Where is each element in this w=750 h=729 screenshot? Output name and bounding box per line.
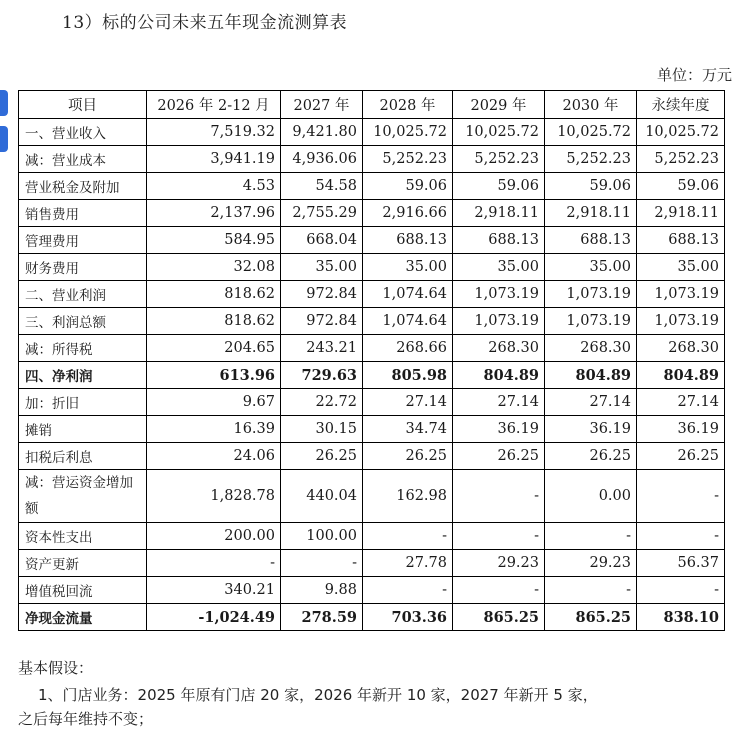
table-cell: 59.06	[363, 173, 453, 200]
table-cell: 27.14	[637, 389, 725, 416]
table-row	[19, 604, 725, 631]
table-cell: 22.72	[281, 389, 363, 416]
table-cell: 9.67	[147, 389, 281, 416]
row-label: 减：所得税	[19, 335, 147, 362]
row-label: 一、营业收入	[19, 119, 147, 146]
table-cell: 703.36	[363, 604, 453, 631]
table-cell: 27.14	[363, 389, 453, 416]
table-row	[19, 470, 725, 523]
table-cell: 204.65	[147, 335, 281, 362]
table-cell: -	[545, 523, 637, 550]
table-cell: 35.00	[281, 254, 363, 281]
table-cell: 278.59	[281, 604, 363, 631]
table-cell: 5,252.23	[637, 146, 725, 173]
table-cell: 2,918.11	[453, 200, 545, 227]
table-row	[19, 416, 725, 443]
table-cell: 59.06	[453, 173, 545, 200]
assumption-line-2: 之后每年维持不变；	[18, 710, 154, 728]
row-label: 减：营运资金增加额	[19, 470, 147, 523]
column-header: 2026 年 2-12 月	[147, 91, 281, 119]
table-cell: 804.89	[453, 362, 545, 389]
table-row	[19, 119, 725, 146]
table-row	[19, 389, 725, 416]
table-cell: 1,073.19	[453, 281, 545, 308]
table-cell: 1,073.19	[545, 308, 637, 335]
table-row	[19, 281, 725, 308]
row-label: 净现金流量	[19, 604, 147, 631]
row-label: 四、净利润	[19, 362, 147, 389]
table-cell: 10,025.72	[545, 119, 637, 146]
table-row	[19, 227, 725, 254]
side-tab-marker[interactable]	[0, 126, 8, 152]
table-cell: 35.00	[453, 254, 545, 281]
column-header: 2028 年	[363, 91, 453, 119]
table-cell: 688.13	[363, 227, 453, 254]
table-cell: 340.21	[147, 577, 281, 604]
table-cell: 268.30	[637, 335, 725, 362]
table-cell: 29.23	[545, 550, 637, 577]
table-cell: 59.06	[545, 173, 637, 200]
table-cell: 5,252.23	[545, 146, 637, 173]
table-cell: 268.30	[545, 335, 637, 362]
table-cell: 16.39	[147, 416, 281, 443]
table-cell: 818.62	[147, 281, 281, 308]
unit-label: 单位：万元	[656, 66, 732, 84]
table-cell: 36.19	[453, 416, 545, 443]
row-label: 管理费用	[19, 227, 147, 254]
table-row	[19, 254, 725, 281]
table-cell: 838.10	[637, 604, 725, 631]
cashflow-table	[18, 90, 725, 631]
table-cell: 56.37	[637, 550, 725, 577]
table-cell: 36.19	[637, 416, 725, 443]
table-cell: 1,073.19	[637, 281, 725, 308]
table-cell: 1,073.19	[545, 281, 637, 308]
table-cell: 1,828.78	[147, 470, 281, 523]
table-cell: 7,519.32	[147, 119, 281, 146]
table-cell: 1,073.19	[453, 308, 545, 335]
table-cell: 3,941.19	[147, 146, 281, 173]
table-cell: 804.89	[637, 362, 725, 389]
table-cell: 243.21	[281, 335, 363, 362]
table-cell: 200.00	[147, 523, 281, 550]
table-cell: 972.84	[281, 281, 363, 308]
table-cell: 26.25	[363, 443, 453, 470]
table-cell: 729.63	[281, 362, 363, 389]
assumption-line-1: 1、门店业务：2025 年原有门店 20 家，2026 年新开 10 家，2027 年新开 5 家，	[38, 686, 598, 704]
row-label: 加：折旧	[19, 389, 147, 416]
row-label: 减：营业成本	[19, 146, 147, 173]
row-label: 扣税后利息	[19, 443, 147, 470]
table-cell: -	[637, 577, 725, 604]
table-cell: 613.96	[147, 362, 281, 389]
table-cell: 32.08	[147, 254, 281, 281]
table-cell: 688.13	[637, 227, 725, 254]
table-row	[19, 577, 725, 604]
table-cell: 4,936.06	[281, 146, 363, 173]
table-cell: 865.25	[545, 604, 637, 631]
table-cell: 162.98	[363, 470, 453, 523]
side-tab-marker[interactable]	[0, 90, 8, 116]
table-cell: 35.00	[363, 254, 453, 281]
table-cell: 24.06	[147, 443, 281, 470]
table-row	[19, 362, 725, 389]
table-cell: 26.25	[281, 443, 363, 470]
table-cell: 688.13	[453, 227, 545, 254]
table-cell: 9.88	[281, 577, 363, 604]
row-label: 营业税金及附加	[19, 173, 147, 200]
row-label: 三、利润总额	[19, 308, 147, 335]
table-row	[19, 173, 725, 200]
table-cell: 805.98	[363, 362, 453, 389]
table-cell: 29.23	[453, 550, 545, 577]
table-row	[19, 308, 725, 335]
table-cell: 100.00	[281, 523, 363, 550]
table-cell: -	[147, 550, 281, 577]
table-cell: 10,025.72	[363, 119, 453, 146]
table-row	[19, 146, 725, 173]
table-cell: 1,074.64	[363, 281, 453, 308]
table-cell: 10,025.72	[453, 119, 545, 146]
column-header: 2030 年	[545, 91, 637, 119]
table-cell: 268.30	[453, 335, 545, 362]
table-cell: 9,421.80	[281, 119, 363, 146]
table-cell: 2,918.11	[637, 200, 725, 227]
table-cell: 59.06	[637, 173, 725, 200]
table-cell: 4.53	[147, 173, 281, 200]
table-cell: 818.62	[147, 308, 281, 335]
table-cell: -	[545, 577, 637, 604]
table-cell: 36.19	[545, 416, 637, 443]
table-cell: 27.78	[363, 550, 453, 577]
table-cell: 0.00	[545, 470, 637, 523]
table-cell: 27.14	[453, 389, 545, 416]
table-row	[19, 523, 725, 550]
table-row	[19, 200, 725, 227]
table-cell: 2,918.11	[545, 200, 637, 227]
table-cell: 668.04	[281, 227, 363, 254]
table-cell: -	[637, 523, 725, 550]
table-row	[19, 443, 725, 470]
table-header-row	[19, 91, 725, 119]
table-cell: 26.25	[637, 443, 725, 470]
table-cell: 10,025.72	[637, 119, 725, 146]
column-header: 永续年度	[637, 91, 725, 119]
table-cell: -1,024.49	[147, 604, 281, 631]
table-cell: -	[453, 577, 545, 604]
table-cell: 2,916.66	[363, 200, 453, 227]
assumptions-heading: 基本假设：	[18, 659, 94, 677]
row-label: 增值税回流	[19, 577, 147, 604]
table-cell: 2,755.29	[281, 200, 363, 227]
table-cell: 440.04	[281, 470, 363, 523]
row-label: 摊销	[19, 416, 147, 443]
section-title: 13）标的公司未来五年现金流测算表	[62, 13, 348, 33]
table-cell: 865.25	[453, 604, 545, 631]
table-cell: 804.89	[545, 362, 637, 389]
table-cell: 26.25	[453, 443, 545, 470]
table-cell: 5,252.23	[363, 146, 453, 173]
table-cell: 5,252.23	[453, 146, 545, 173]
table-cell: 584.95	[147, 227, 281, 254]
table-cell: 35.00	[637, 254, 725, 281]
table-cell: -	[363, 523, 453, 550]
table-cell: 27.14	[545, 389, 637, 416]
table-cell: 26.25	[545, 443, 637, 470]
table-cell: 268.66	[363, 335, 453, 362]
table-cell: 688.13	[545, 227, 637, 254]
column-header: 2027 年	[281, 91, 363, 119]
row-label: 财务费用	[19, 254, 147, 281]
table-cell: 35.00	[545, 254, 637, 281]
row-label: 资产更新	[19, 550, 147, 577]
table-row	[19, 335, 725, 362]
table-cell: 972.84	[281, 308, 363, 335]
table-cell: -	[637, 470, 725, 523]
table-cell: 30.15	[281, 416, 363, 443]
table-cell: 1,074.64	[363, 308, 453, 335]
table-cell: 54.58	[281, 173, 363, 200]
table-cell: -	[363, 577, 453, 604]
column-header: 项目	[19, 91, 147, 119]
table-cell: 2,137.96	[147, 200, 281, 227]
table-cell: -	[453, 470, 545, 523]
row-label: 二、营业利润	[19, 281, 147, 308]
column-header: 2029 年	[453, 91, 545, 119]
table-cell: -	[453, 523, 545, 550]
table-row	[19, 550, 725, 577]
table-cell: -	[281, 550, 363, 577]
row-label: 资本性支出	[19, 523, 147, 550]
table-cell: 1,073.19	[637, 308, 725, 335]
table-cell: 34.74	[363, 416, 453, 443]
row-label: 销售费用	[19, 200, 147, 227]
